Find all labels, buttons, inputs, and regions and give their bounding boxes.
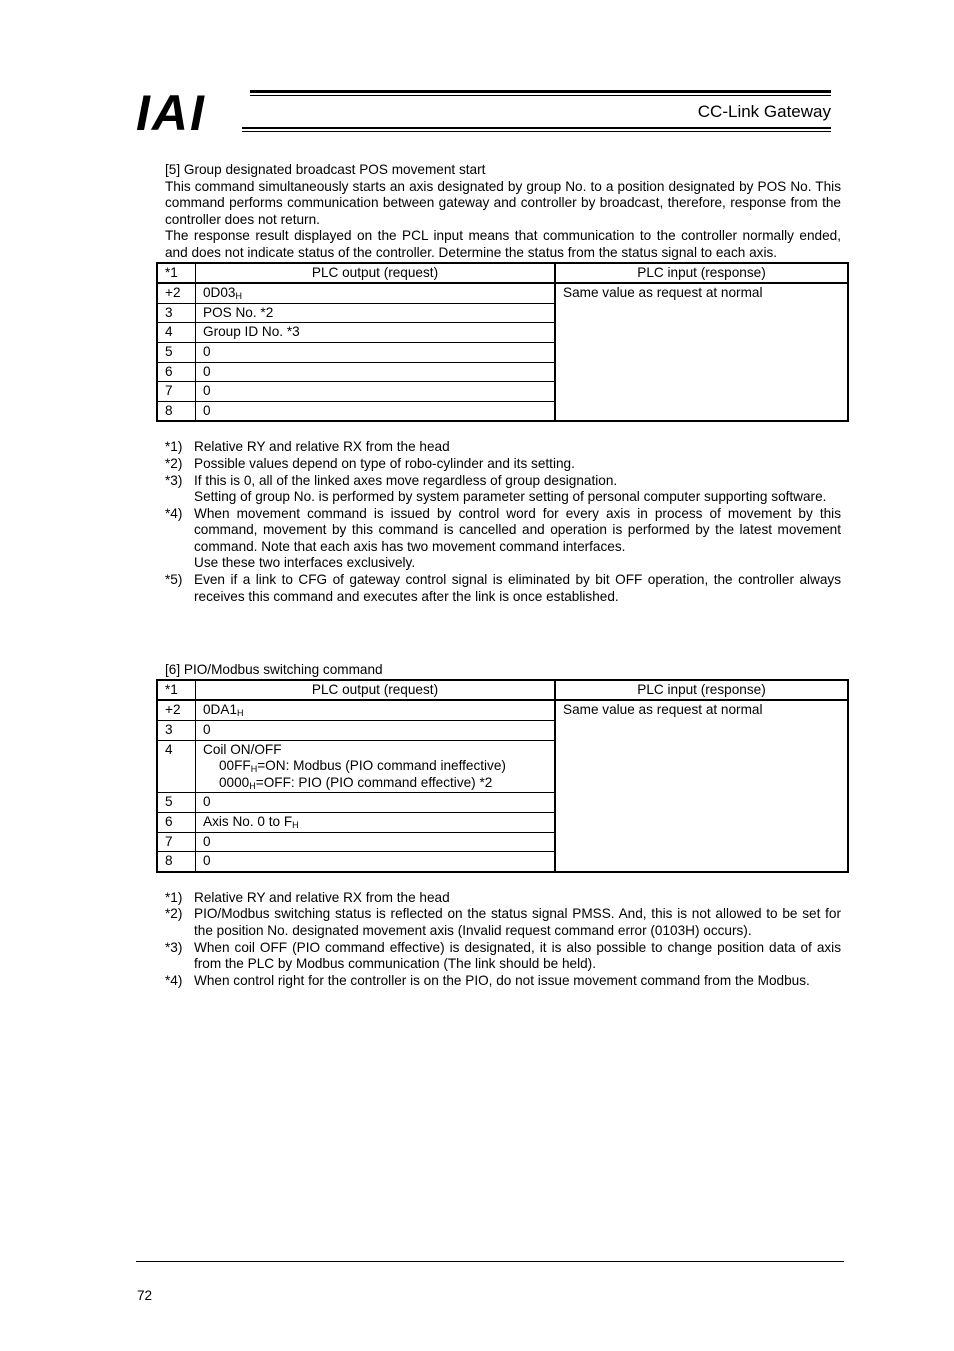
section-6-title: [6] PIO/Modbus switching command: [165, 662, 383, 678]
table-header-index: *1: [157, 263, 196, 284]
row-index: 3: [157, 721, 196, 741]
row-request: 0: [196, 793, 556, 813]
row-index: 8: [157, 852, 196, 872]
row-index: +2: [157, 283, 196, 303]
list-item: *4) When control right for the controller is on the PIO, do not issue movement command from the Modbus.: [165, 972, 810, 988]
table-row: [157, 700, 848, 720]
row-index: 7: [157, 382, 196, 402]
list-item: *3) If this is 0, all of the linked axes move regardless of group designation. Setting of group No. is performed by system parameter setting of personal computer supporting software.: [165, 472, 827, 505]
row-request: 0: [196, 852, 556, 872]
response-cell: Same value as request at normal: [555, 700, 848, 871]
row-request: Axis No. 0 to $F_H$: [196, 813, 556, 833]
response-cell: Same value as request at normal: [555, 283, 848, 421]
row-index: 3: [157, 303, 196, 323]
list-item: *2) Possible values depend on type of robo-cylinder and its setting.: [165, 455, 575, 471]
section-5-title: [5] Group designated broadcast POS movement start: [165, 162, 486, 177]
section-6-notes: [165, 890, 841, 990]
row-index: 5: [157, 342, 196, 362]
row-index: 8: [157, 401, 196, 421]
row-index: 5: [157, 793, 196, 813]
table-header-request: PLC output (request): [196, 263, 556, 284]
row-request: POS No. *2: [196, 303, 556, 323]
row-index: 6: [157, 813, 196, 833]
list-item: *2) PIO/Modbus switching status is reflected on the status signal PMSS. And, this is not allowed to be set for the position No. designated movement axis (Invalid request command error (0103H) occurs).: [165, 906, 841, 938]
row-request: 0: [196, 832, 556, 852]
row-index: 4: [157, 740, 196, 793]
list-item: *1) Relative RY and relative RX from the head: [165, 439, 450, 455]
row-request: 0: [196, 401, 556, 421]
header-rule-bottom-thin: [242, 131, 831, 132]
row-index: 7: [157, 832, 196, 852]
header-title: CC-Link Gateway: [697, 102, 831, 121]
list-item: *4) When movement command is issued by control word for every axis in process of movement by this command, movement by this command is cancelled and operation is performed by the latest movement command. Note that each axis has two movement command interfaces. Use these two interfaces exclusively.: [165, 505, 841, 571]
page-number: 72: [137, 1288, 153, 1303]
row-request: Coil ON/OFF $00FF_H=ON$: Modbus (PIO command ineffective) $0000_H=OFF$: PIO (PIO command effective) *2: [196, 740, 556, 793]
section-6-table: [156, 679, 849, 873]
row-index: 4: [157, 323, 196, 343]
table-row: [157, 283, 848, 303]
row-index: +2: [157, 700, 196, 720]
section-5-para-1: This command simultaneously starts an axis designated by group No. to a position designated by POS No. This command performs communication between gateway and controller by broadcast, therefore, response from the controller does not return.: [165, 178, 841, 227]
table-header-index: *1: [157, 680, 196, 701]
row-request: $0D03_H$: [196, 283, 556, 303]
page-content: [165, 162, 841, 989]
list-item: *3) When coil OFF (PIO command effective) is designated, it is also possible to change position data of axis from the PLC by Modbus communication (The link should be held).: [165, 939, 841, 972]
row-request: $0DA1_H$: [196, 700, 556, 720]
row-request: 0: [196, 721, 556, 741]
row-request: Group ID No. *3: [196, 323, 556, 343]
section-5-table: [156, 262, 849, 423]
section-5-para-2: The response result displayed on the PCL input means that communication to the controller normally ended, and does not indicate status of the controller. Determine the status from the status signal to each axis.: [165, 228, 841, 260]
header-rule-top-thin: [250, 95, 831, 96]
row-request: 0: [196, 382, 556, 402]
section-5-notes: [165, 439, 841, 605]
header-rule-top: [250, 90, 831, 93]
list-item: *1) Relative RY and relative RX from the head: [165, 889, 450, 905]
table-header-request: PLC output (request): [196, 680, 556, 701]
list-item: *5) Even if a link to CFG of gateway control signal is eliminated by bit OFF operation, the controller always receives this command and executes after the link is once established.: [165, 572, 841, 604]
table-header-response: PLC input (response): [555, 680, 848, 701]
iai-logo: IAI: [136, 85, 206, 141]
row-index: 6: [157, 362, 196, 382]
footer-rule: [136, 1261, 844, 1262]
header-rule-bottom: [242, 127, 831, 129]
row-request: 0: [196, 362, 556, 382]
row-request: 0: [196, 342, 556, 362]
table-header-response: PLC input (response): [555, 263, 848, 284]
